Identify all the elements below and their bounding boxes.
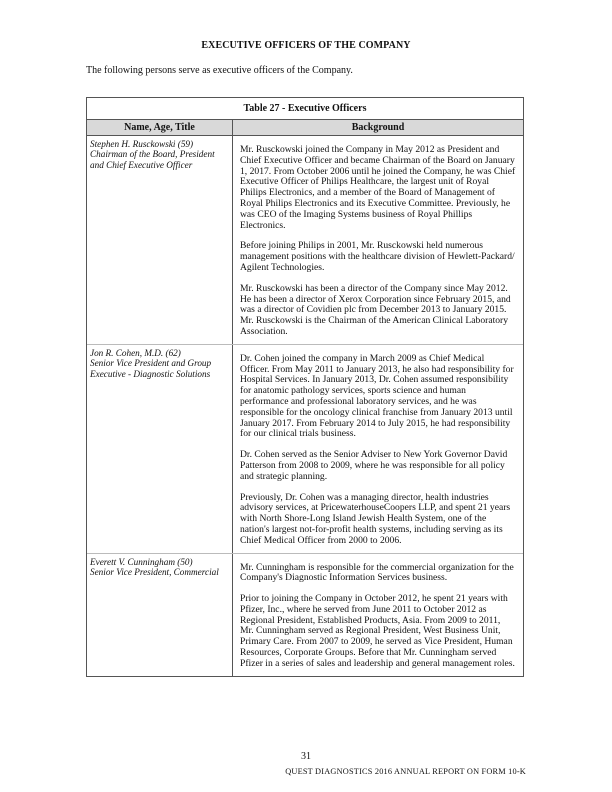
intro-text: The following persons serve as executive officers of the Company.	[86, 65, 353, 76]
officer-cell	[87, 554, 232, 676]
officer-name: Jon R. Cohen, M.D. (62)	[90, 347, 181, 358]
background-paragraph: Mr. Cunningham is responsible for the commercial organization for the Company's Diagnostic Information Services business.	[240, 561, 514, 584]
table-row	[87, 345, 523, 554]
background-paragraph: Dr. Cohen joined the company in March 2009 as Chief Medical Officer. From May 2011 to January 2013, he also had responsibility for Hospital Services. In January 2013, Dr. Cohen assumed responsibility for anatomic pathology services, sports science and human performance and professional laboratory services, and he was responsible for the oncology clinical franchise from January 2013 until January 2017. From February 2014 to July 2015, he had responsibility for our clinical trials business.	[240, 352, 514, 440]
officer-cell	[87, 345, 232, 553]
officer-title: Senior Vice President, Commercial	[90, 566, 219, 577]
executive-officers-table	[86, 97, 524, 677]
background-paragraph: Dr. Cohen served as the Senior Adviser to New York Governor David Patterson from 2008 to 2009, where he was responsible for all policy and strategic planning.	[240, 449, 508, 482]
background-paragraph: Mr. Rusckowski has been a director of the Company since May 2012. He has been a director of Xerox Corporation since February 2015, and was a director of Covidien plc from December 2013 to January 2015. Mr. Rusckowski is the Chairman of the American Clinical Laboratory Association.	[240, 282, 511, 337]
header-background: Background	[232, 120, 523, 135]
background-cell	[232, 345, 523, 553]
footer-text: QUEST DIAGNOSTICS 2016 ANNUAL REPORT ON FORM 10-K	[285, 767, 526, 776]
officer-name: Stephen H. Rusckowski (59)	[90, 139, 194, 149]
background-cell	[232, 554, 523, 676]
table-caption: Table 27 - Executive Officers	[87, 98, 523, 120]
table-header-row	[87, 120, 523, 136]
section-heading: EXECUTIVE OFFICERS OF THE COMPANY	[201, 40, 411, 51]
page-number: 31	[301, 751, 311, 762]
table-row	[87, 554, 523, 676]
header-name-age-title: Name, Age, Title	[124, 122, 195, 133]
background-paragraph: Previously, Dr. Cohen was a managing director, health industries advisory services, at PricewaterhouseCoopers LLP, and spent 21 years with North Shore-Long Island Jewish Health System, one of the nation's largest not-for-profit health systems, including serving as its Chief Medical Officer from 2000 to 2006.	[240, 491, 511, 546]
background-paragraph: Before joining Philips in 2001, Mr. Rusckowski held numerous management positions with the healthcare division of Hewlett-Packard/ Agilent Technologies.	[240, 240, 515, 273]
officer-name: Everett V. Cunningham (50)	[90, 556, 193, 567]
officer-title: Chairman of the Board, President and Chief Executive Officer	[90, 149, 215, 170]
background-paragraph: Prior to joining the Company in October 2012, he spent 21 years with Pfizer, Inc., where he served from June 2011 to October 2012 as Regional President, Established Products, Asia. From 2009 to 2011, Mr. Cunningham served as Regional President, West Business Unit, Primary Care. From 2007 to 2009, he served as Vice President, Human Resources, Corporate Groups. Before that Mr. Cunningham served Pfizer in a series of sales and leadership and general management roles.	[240, 593, 515, 669]
officer-title: Senior Vice President and Group Executive - Diagnostic Solutions	[90, 358, 212, 379]
background-paragraph: Mr. Rusckowski joined the Company in May 2012 as President and Chief Executive Officer and became Chairman of the Board on January 1, 2017. From October 2006 until he joined the Company, he was Chief Executive Officer of Philips Healthcare, the largest unit of Royal Philips Electronics, and a member of the Board of Management of Royal Philips Electronics and its Executive Committee. Previously, he was CEO of the Imaging Systems business of Royal Phillips Electronics.	[240, 144, 516, 231]
background-cell	[232, 136, 523, 344]
table-row	[87, 136, 523, 345]
officer-cell	[87, 136, 232, 344]
